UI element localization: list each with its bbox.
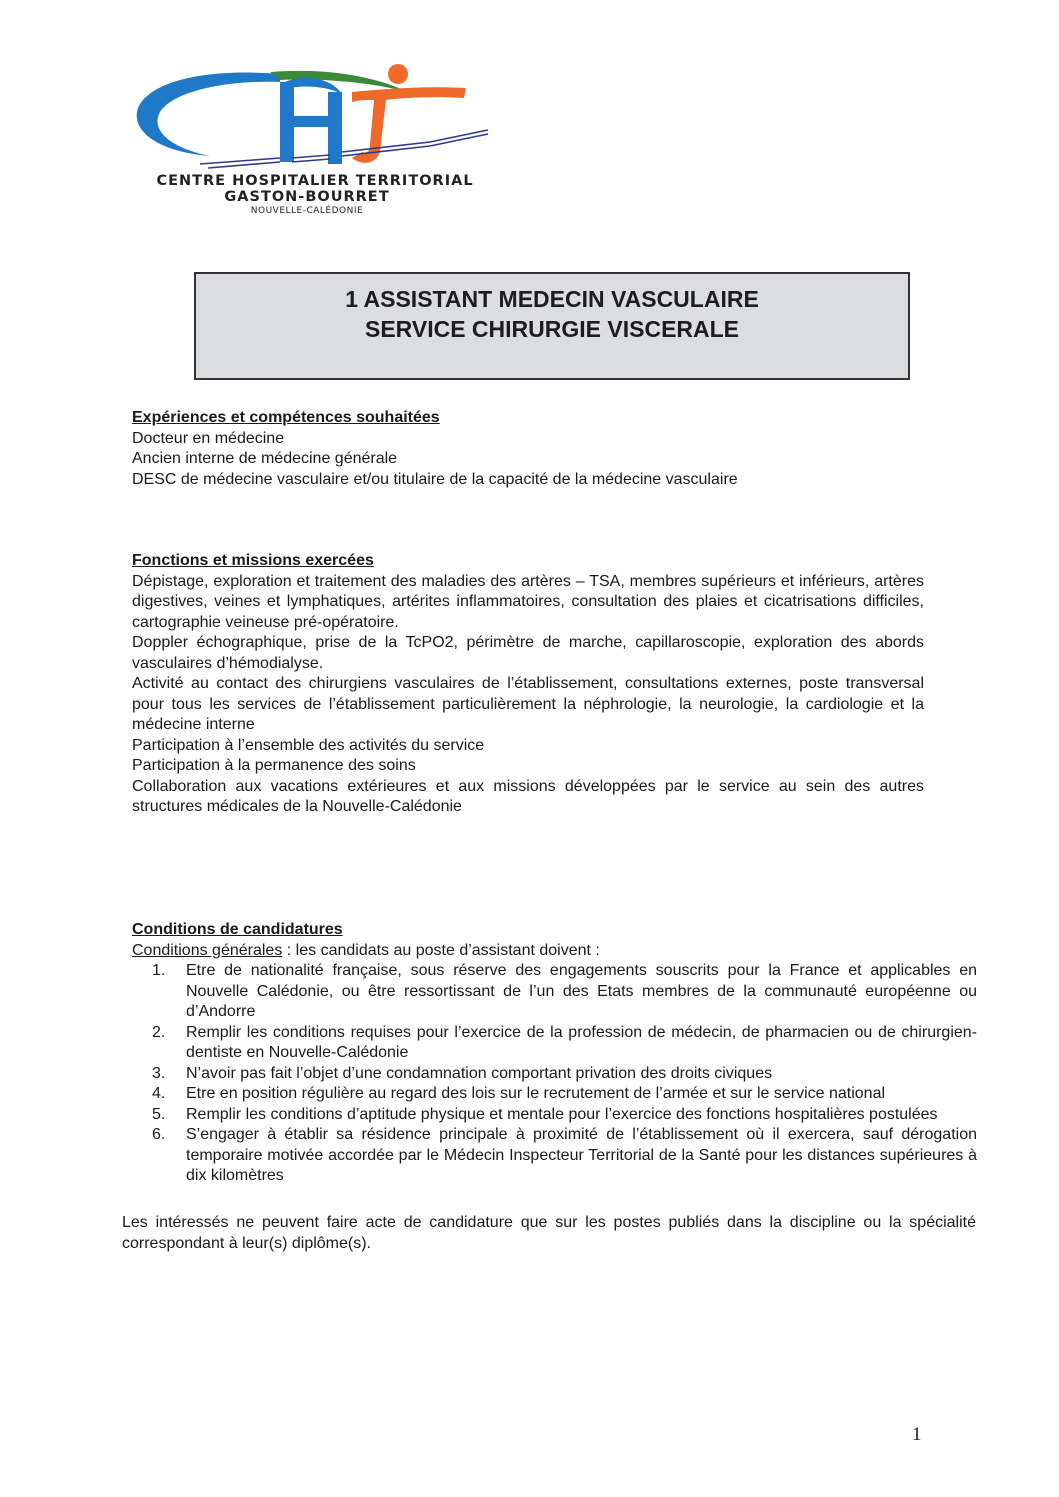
experiences-line: DESC de médecine vasculaire et/ou titulaire de la capacité de la médecine vasculaire bbox=[132, 470, 738, 488]
experiences-heading: Expériences et compétences souhaitées bbox=[132, 409, 440, 426]
item-text: N’avoir pas fait l’objet d’une condamnation comportant privation des droits civiques bbox=[186, 1064, 773, 1082]
conditions-heading: Conditions de candidatures bbox=[132, 921, 343, 938]
title-line1: 1 ASSISTANT MEDECIN VASCULAIRE bbox=[345, 286, 759, 312]
item-text: Remplir les conditions requises pour l’exercice de la profession de médecin, de pharmacien ou de chirurgien-dentiste en Nouvelle-Calédonie bbox=[186, 1023, 977, 1061]
item-number: 4. bbox=[152, 1085, 166, 1102]
conditions-list bbox=[132, 961, 977, 1187]
item-number: 1. bbox=[152, 962, 166, 979]
org-name-line2: GASTON-BOURRET bbox=[224, 189, 390, 205]
hospital-logo bbox=[130, 60, 500, 220]
list-item bbox=[132, 1105, 977, 1126]
page-number: 1 bbox=[912, 1424, 922, 1445]
title-line2: SERVICE CHIRURGIE VISCERALE bbox=[364, 316, 740, 342]
item-number: 3. bbox=[152, 1064, 166, 1082]
list-item bbox=[132, 961, 977, 1023]
list-item bbox=[132, 1125, 977, 1187]
experiences-section bbox=[132, 408, 932, 490]
list-item bbox=[132, 1023, 977, 1064]
conditions-section bbox=[132, 920, 977, 1187]
conditions-subheading: Conditions générales bbox=[132, 941, 283, 959]
experiences-line: Docteur en médecine bbox=[132, 429, 285, 447]
conditions-intro: : les candidats au poste d’assistant doivent : bbox=[282, 941, 600, 959]
fonctions-paragraph: Participation à l’ensemble des activités du service bbox=[132, 736, 485, 754]
org-name-line1: CENTRE HOSPITALIER TERRITORIAL bbox=[156, 173, 474, 189]
org-location: NOUVELLE-CALÉDONIE bbox=[250, 206, 364, 216]
conditions-final-note: Les intéressés ne peuvent faire acte de candidature que sur les postes publiés dans la discipline ou la spécialité correspondant à leur(s) diplôme(s). bbox=[122, 1214, 976, 1252]
cht-logo-mark bbox=[130, 60, 500, 172]
item-number: 5. bbox=[152, 1105, 166, 1123]
title-box bbox=[194, 272, 910, 380]
fonctions-paragraph: Activité au contact des chirurgiens vasculaires de l’établissement, consultations externes, poste transversal pour tous les services de l’établissement particulièrement la néphrologie, la neurologie, la cardiologie et la médecine interne bbox=[132, 675, 924, 733]
list-item bbox=[132, 1084, 977, 1105]
item-number: 6. bbox=[152, 1126, 166, 1143]
item-text: Etre de nationalité française, sous réserve des engagements souscrits pour la France et applicables en Nouvelle Calédonie, ou être ressortissant de l’un des Etats membres de la communauté européenne ou d’Andorre bbox=[186, 962, 977, 1020]
item-number: 2. bbox=[152, 1023, 166, 1041]
experiences-line: Ancien interne de médecine générale bbox=[132, 450, 398, 467]
fonctions-paragraph: Participation à la permanence des soins bbox=[132, 757, 416, 774]
fonctions-paragraph: Collaboration aux vacations extérieures et aux missions développées par le service au sein des autres structures médicales de la Nouvelle-Calédonie bbox=[132, 777, 924, 815]
fonctions-heading: Fonctions et missions exercées bbox=[132, 552, 374, 569]
item-text: S’engager à établir sa résidence principale à proximité de l’établissement où il exercera, sauf dérogation temporaire motivée accordée par le Médecin Inspecteur Territorial de la Santé pour les distances supérieures à dix kilomètres bbox=[186, 1126, 977, 1184]
item-text: Etre en position régulière au regard des lois sur le recrutement de l’armée et sur le service national bbox=[186, 1085, 886, 1102]
item-text: Remplir les conditions d’aptitude physique et mentale pour l’exercice des fonctions hospitalières postulées bbox=[186, 1105, 938, 1123]
fonctions-paragraph: Doppler échographique, prise de la TcPO2, périmètre de marche, capillaroscopie, exploration des abords vasculaires d’hémodialyse. bbox=[132, 634, 924, 672]
list-item bbox=[132, 1064, 977, 1085]
fonctions-section bbox=[132, 551, 924, 818]
fonctions-paragraph: Dépistage, exploration et traitement des maladies des artères – TSA, membres supérieurs et inférieurs, artères digestives, veines et lymphatiques, artérites inflammatoires, consultation des plaies et cicatrisations difficiles, cartographie veineuse pré-opératoire. bbox=[132, 572, 924, 631]
conditions-intro-line bbox=[132, 941, 977, 962]
